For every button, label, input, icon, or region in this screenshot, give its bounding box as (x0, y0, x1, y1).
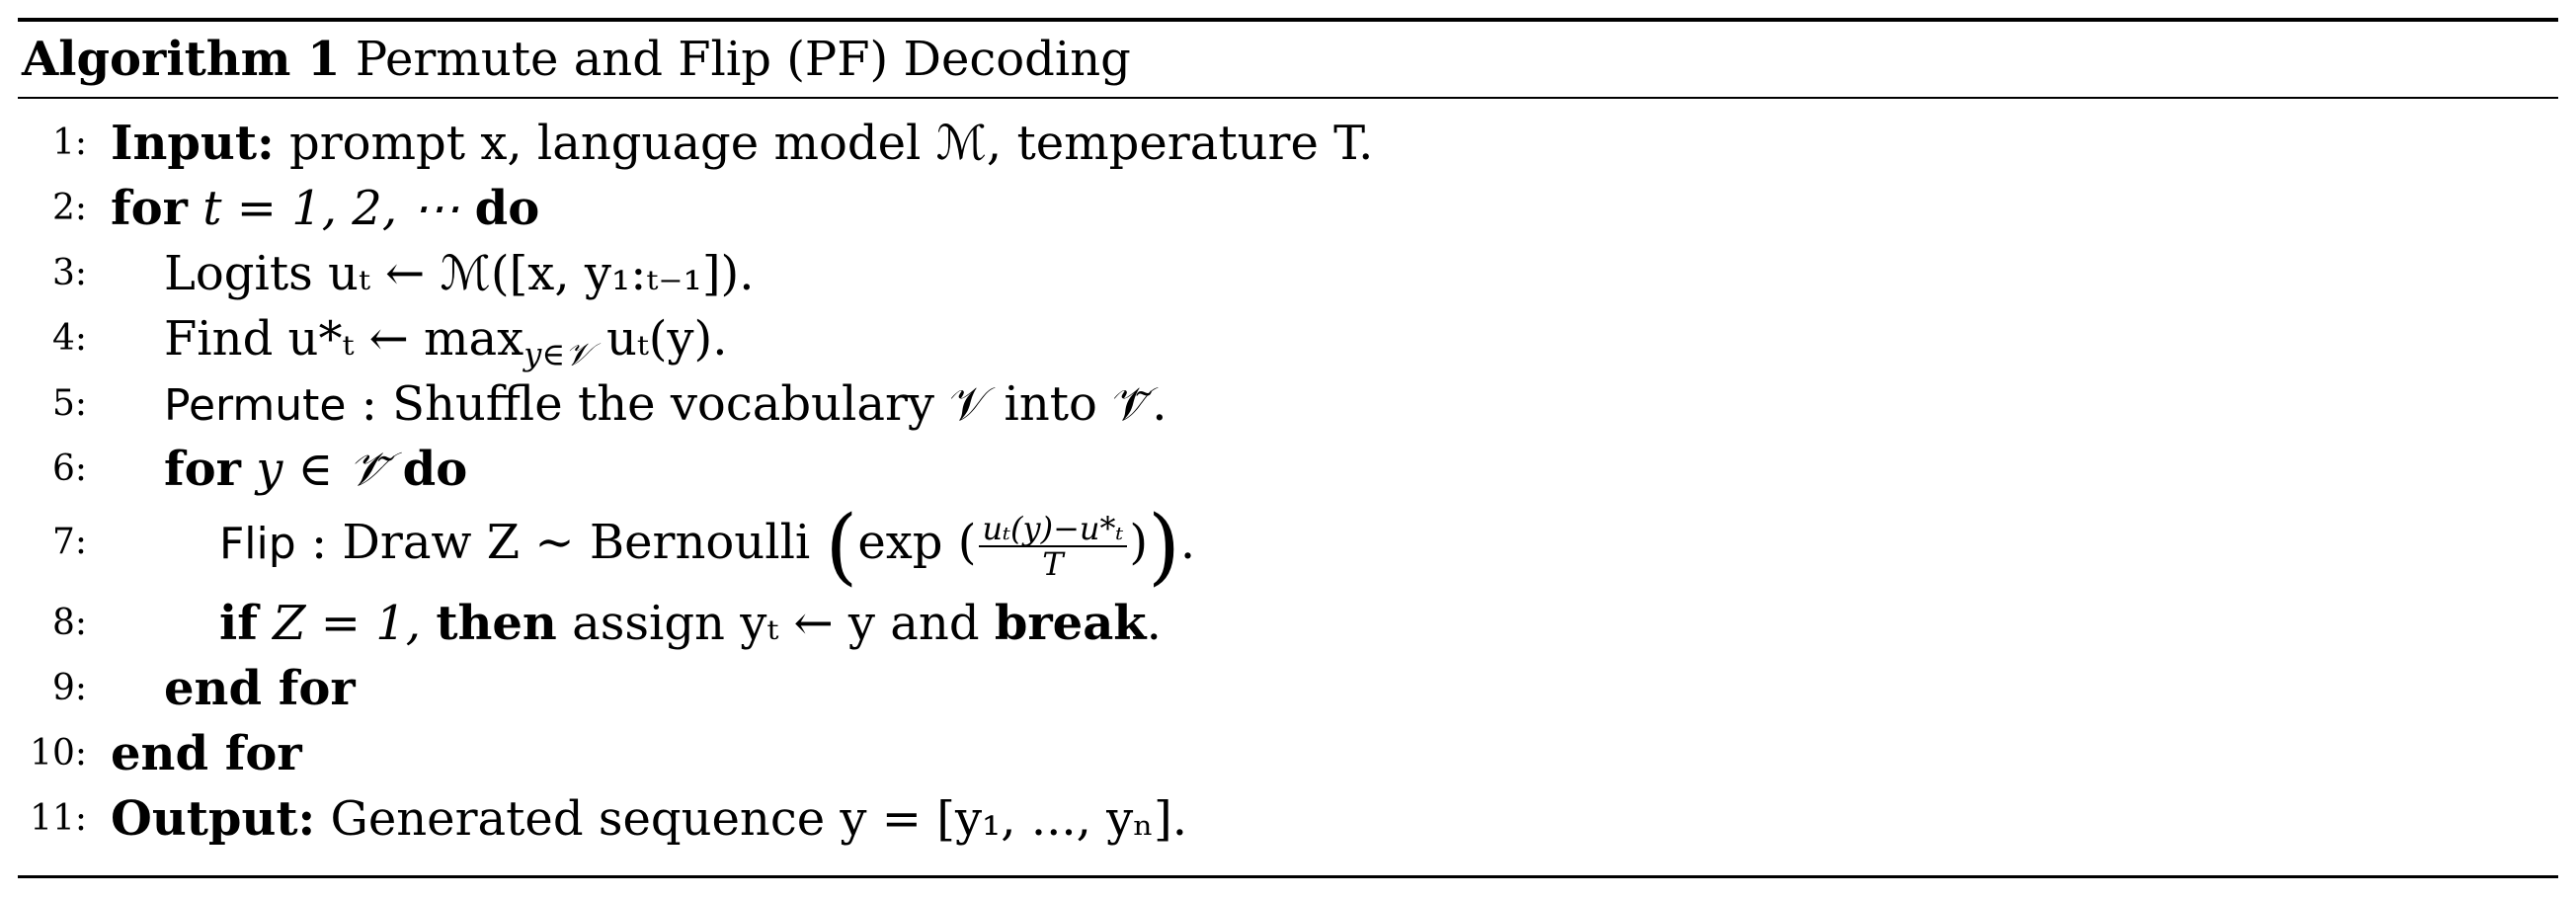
line-number: 3: (51, 253, 87, 293)
line-content (164, 241, 755, 306)
algorithm-title: Permute and Flip (PF) Decoding (355, 32, 1131, 87)
line-content (219, 497, 1196, 595)
keyword: do (402, 442, 468, 497)
line-number: 10: (30, 733, 87, 774)
keyword: for (111, 181, 188, 236)
keyword: end for (164, 661, 356, 716)
keyword: if (219, 596, 258, 651)
line-content (111, 176, 539, 241)
left-paren: ( (825, 497, 858, 595)
line-text: Z = 1, (273, 596, 422, 651)
line-end: . (1179, 515, 1196, 570)
line-number: 9: (51, 668, 87, 708)
keyword: for (164, 442, 241, 497)
exp-function: exp (857, 515, 943, 570)
small-left-paren: ( (957, 515, 977, 570)
line-number: 2: (51, 188, 87, 228)
line-text: : Shuffle the vocabulary 𝒱 into 𝒱̃. (361, 376, 1167, 432)
line-number: 5: (51, 383, 87, 424)
line-content (164, 371, 1167, 439)
line-number: 1: (51, 123, 87, 163)
fraction-denominator: T (1042, 544, 1064, 583)
bottom-rule (18, 875, 2558, 878)
line-number: 7: (51, 522, 87, 562)
line-text: y ∈ 𝒱̃ (256, 442, 388, 497)
algorithm-label: Algorithm 1 (22, 32, 341, 87)
keyword: do (474, 181, 540, 236)
caption-rule (18, 97, 2558, 99)
line-text: Logits uₜ ← ℳ([x, y₁:ₜ₋₁]). (164, 246, 755, 301)
line-content (164, 656, 356, 721)
line-text: prompt x, language model ℳ, temperature T. (288, 116, 1374, 171)
line-text-continued: assign yₜ ← y and (572, 596, 980, 651)
keyword: Input: (111, 116, 275, 171)
line-number: 8: (51, 603, 87, 643)
line-content (164, 437, 467, 502)
fraction-numerator: uₜ(y)−u*ₜ (979, 512, 1128, 547)
line-text: t = 1, 2, ⋯ (202, 181, 460, 236)
line-text: Find u*ₜ ← max (164, 311, 524, 367)
line-content (111, 786, 1187, 852)
line-number: 4: (51, 318, 87, 359)
line-number: 6: (51, 449, 87, 489)
line-text-continued: uₜ(y). (605, 311, 728, 367)
fraction (979, 509, 1128, 583)
line-content (111, 721, 302, 786)
algorithm-caption (22, 22, 1131, 97)
line-content (219, 591, 1162, 656)
line-text: : Draw Z ∼ Bernoulli (310, 515, 811, 570)
keyword: end for (111, 726, 302, 781)
line-content (111, 111, 1373, 176)
keyword: then (436, 596, 557, 651)
keyword: break (994, 596, 1147, 651)
flip-label: Flip (219, 519, 296, 569)
small-right-paren: ) (1129, 515, 1149, 570)
line-number: 11: (30, 798, 87, 839)
max-subscript: y∈𝒱 (523, 335, 592, 373)
keyword: Output: (111, 791, 316, 847)
line-text: Generated sequence y = [y₁, ..., yₙ]. (330, 791, 1187, 847)
line-end: . (1146, 596, 1162, 651)
permute-label: Permute (164, 380, 347, 431)
right-paren: ) (1148, 497, 1180, 595)
